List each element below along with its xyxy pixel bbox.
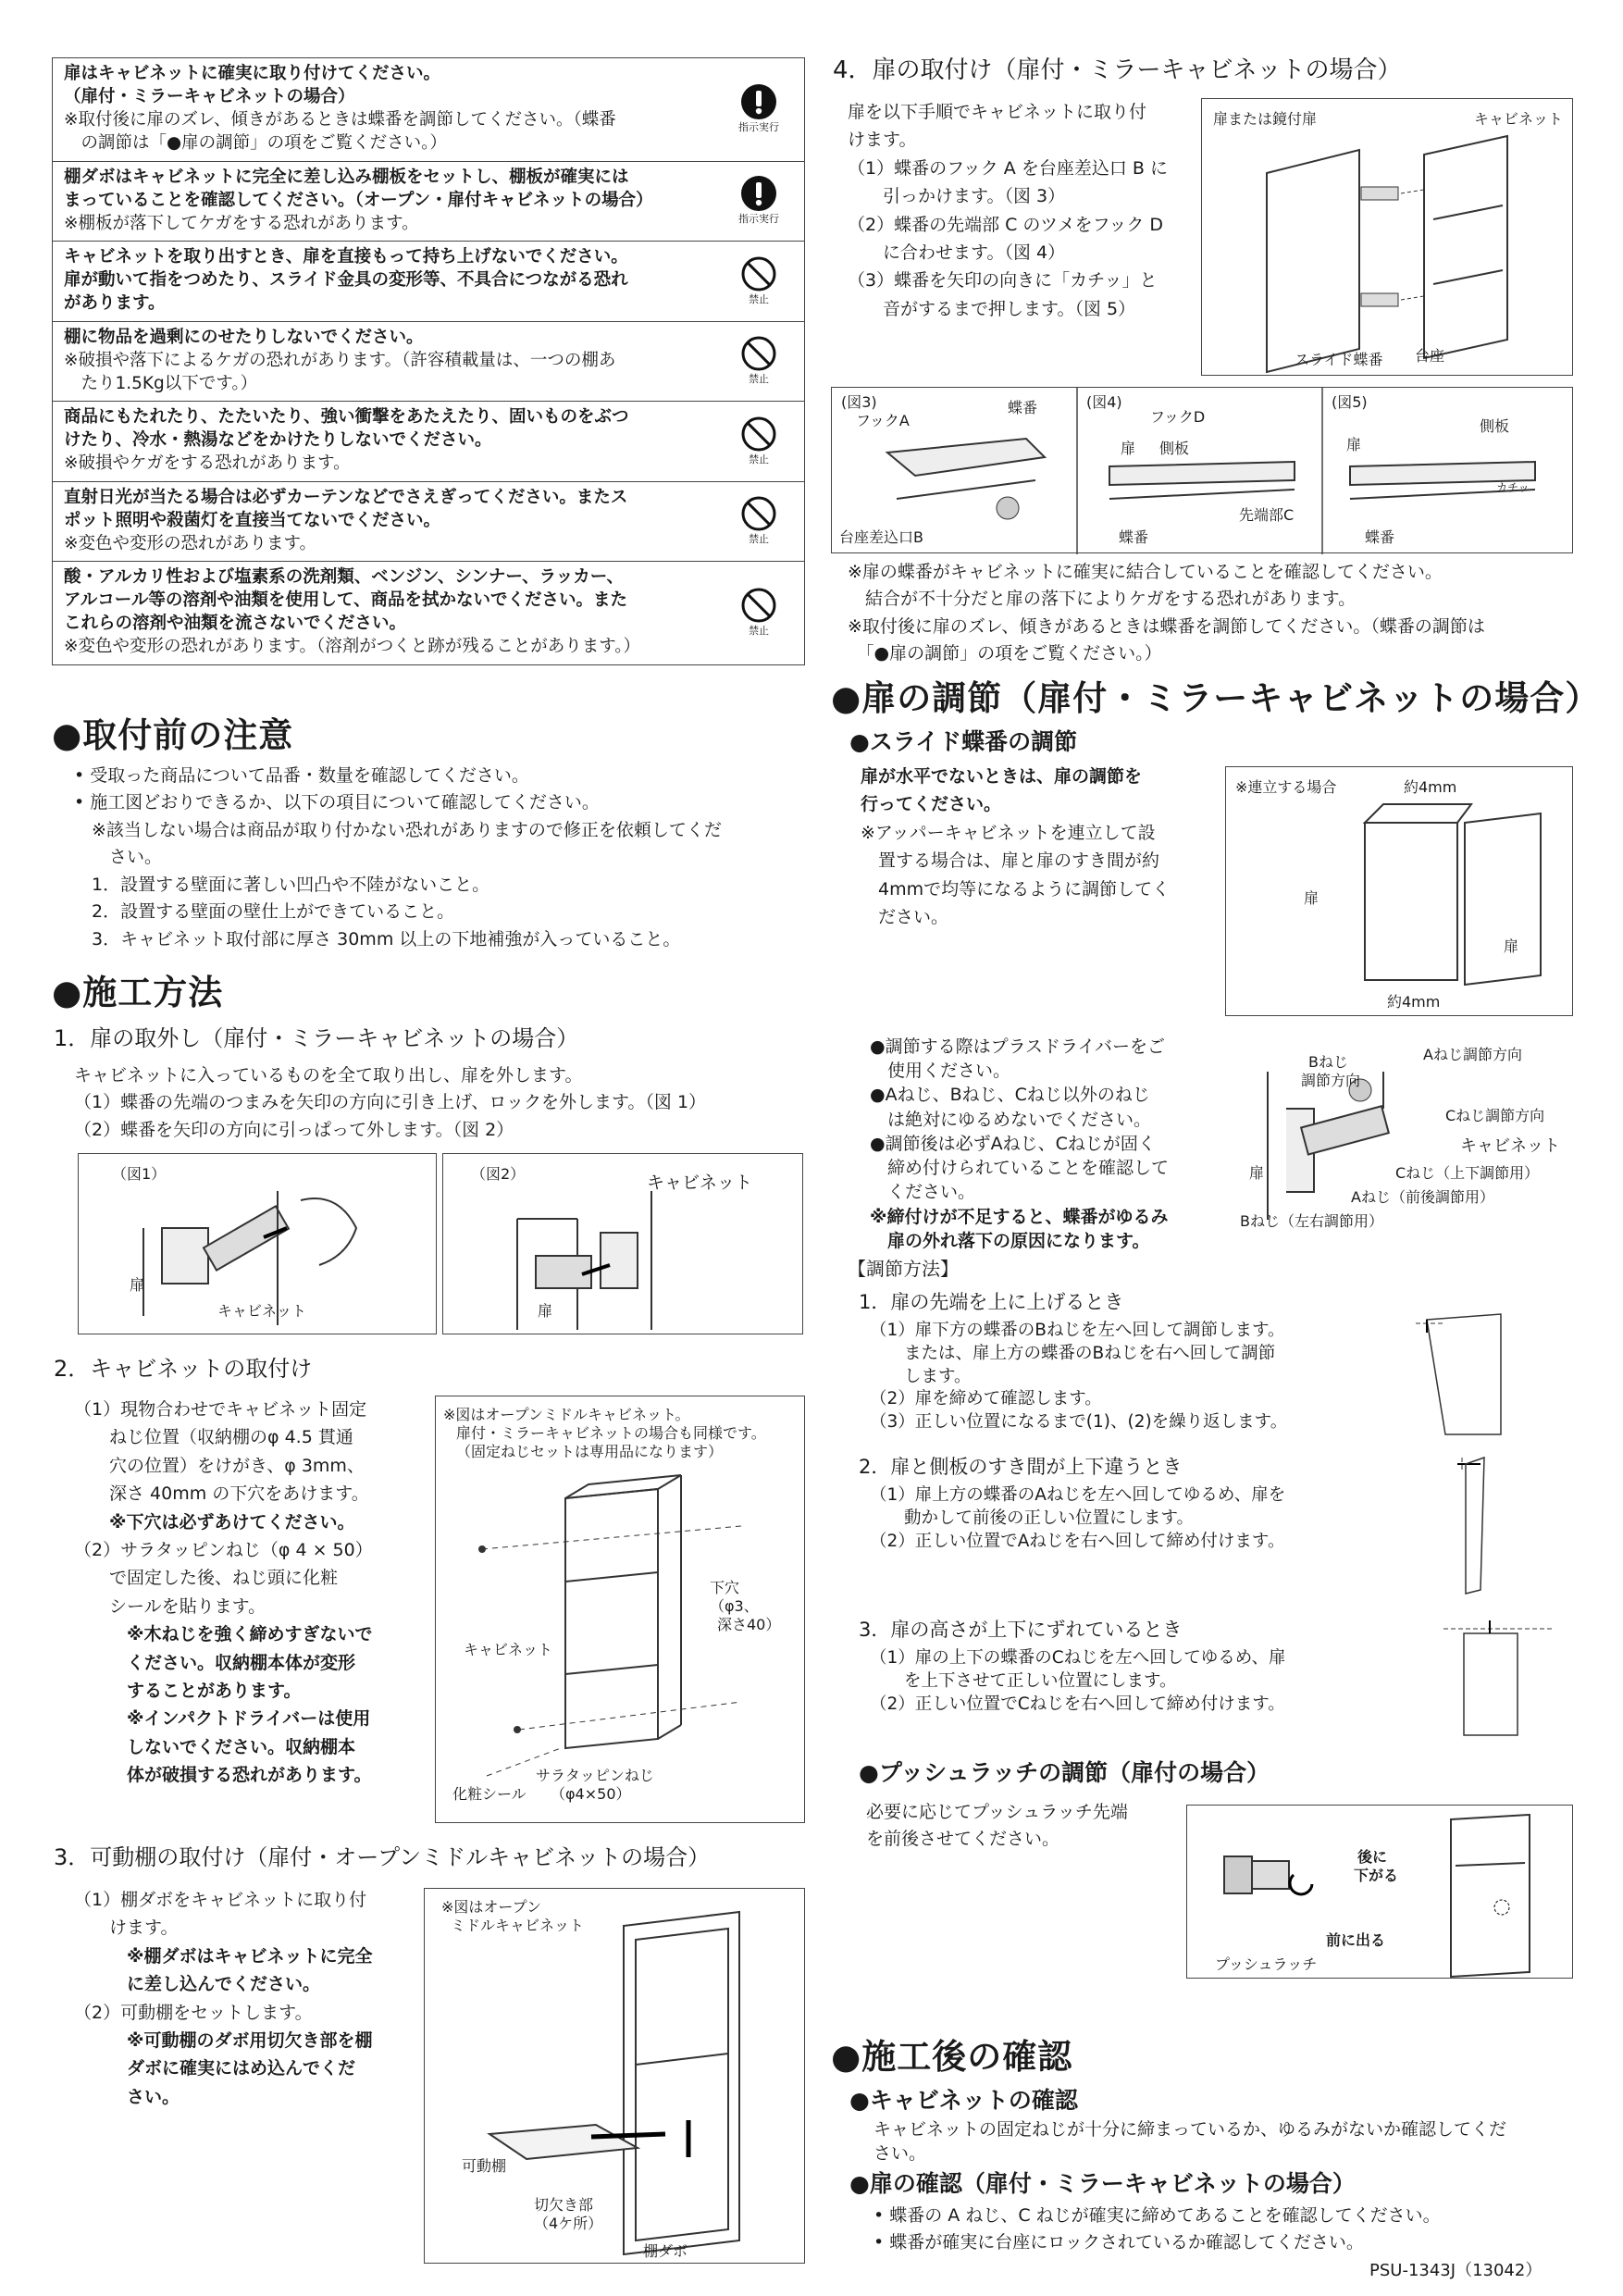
text-line: さい。 xyxy=(873,2143,927,2165)
fig-screws-aFB: Aねじ（前後調節用） xyxy=(1351,1188,1494,1206)
warning-line: 扉が動いて指をつめたり、スライド金具の変形等、不具合につながる恐れ xyxy=(64,270,628,291)
text-line: ねじ位置（収納棚のφ 4.5 貫通 xyxy=(74,1427,353,1448)
fig1-title: （図1） xyxy=(112,1165,167,1183)
warning-line: これらの溶剤や油類を流さないでください。 xyxy=(64,614,407,634)
text-line: ※アッパーキャビネットを連立して設 xyxy=(861,822,1156,843)
warning-row xyxy=(53,242,804,321)
figure-push-latch xyxy=(1186,1805,1573,1979)
icon-caption: 禁止 xyxy=(749,453,769,465)
text-line: 扉の外れ落下の原因になります。 xyxy=(870,1230,1150,1251)
text-line: キャビネットの固定ねじが十分に締まっているか、ゆるみがないか確認してくだ xyxy=(873,2119,1507,2140)
text-line: （1）蝶番のフック A を台座差込口 B に xyxy=(848,157,1168,179)
text-line: 必要に応じてプッシュラッチ先端 xyxy=(866,1802,1128,1822)
icon-caption: 禁止 xyxy=(749,292,769,305)
text-line: （2）可動棚をセットします。 xyxy=(74,2002,313,2023)
fig-door-hinge: スライド蝶番 xyxy=(1295,351,1383,368)
fig-cab-label: キャビネット xyxy=(464,1641,553,1658)
after-sub2: ●扉の確認（扉付・ミラーキャビネットの場合） xyxy=(849,2170,1356,2197)
warning-line: ※破損やケガをする恐れがあります。 xyxy=(64,453,351,474)
fig-screws-a: Aねじ調節方向 xyxy=(1423,1046,1522,1063)
text-line: （1）棚ダボをキャビネットに取り付 xyxy=(74,1890,367,1910)
section-title-after: ●施工後の確認 xyxy=(831,2037,1073,2077)
fig-shelf-notch1: 切欠き部 xyxy=(534,2196,594,2214)
text-line: 使用ください。 xyxy=(870,1061,1011,1082)
text-line: ※取付後に扉のズレ、傾きがあるときは蝶番を調節してください。（蝶番の調節は xyxy=(848,615,1485,637)
text-line: 締め付けられていることを確認して xyxy=(870,1158,1170,1179)
warning-line: 直射日光が当たる場合は必ずカーテンなどでさえぎってください。またス xyxy=(64,487,628,507)
warning-row xyxy=(53,402,804,481)
prohibited-icon xyxy=(726,335,791,387)
text-line: 体が破損する恐れがあります。 xyxy=(74,1765,372,1786)
warning-line: ※破損や落下によるケガの恐れがあります。（許容積載量は、一つの棚あ xyxy=(64,350,616,370)
text-line: • 受取った商品について品番・数量を確認してください。 xyxy=(74,765,529,786)
text-line: に合わせます。（図 4） xyxy=(848,242,1066,263)
fig-gap-door-right: 扉 xyxy=(1504,937,1519,955)
text-line: 扉が水平でないときは、扉の調節を xyxy=(861,766,1143,787)
warning-row xyxy=(53,58,804,162)
step3-text xyxy=(74,1886,426,2111)
fig-cab-screw2: （φ4×50） xyxy=(551,1785,631,1803)
text-line: シールを貼ります。 xyxy=(74,1595,266,1617)
text-line: ●Aねじ、Bねじ、Cねじ以外のねじ xyxy=(870,1085,1150,1106)
m1-title: 1．扉の先端を上に上げるとき xyxy=(859,1291,1124,1313)
fig-cab-seal: 化粧シール xyxy=(452,1785,527,1803)
fig3-title: (図3) xyxy=(841,393,877,411)
fig-screws-door: 扉 xyxy=(1249,1164,1265,1182)
figure-cabinet-mount xyxy=(435,1396,805,1823)
text-line: 動かして前後の正しい位置にします。 xyxy=(870,1508,1195,1528)
text-line: （2）サラタッピンねじ（φ 4 × 50） xyxy=(74,1539,373,1560)
fig4-hinge: 蝶番 xyxy=(1119,528,1149,546)
section-title-method: ●施工方法 xyxy=(52,973,224,1012)
fig-door-door: 扉または鏡付扉 xyxy=(1213,110,1318,128)
step2-title: 2．キャビネットの取付け xyxy=(54,1356,313,1382)
m1-text xyxy=(870,1320,1351,1434)
text-line: を上下させて正しい位置にします。 xyxy=(870,1670,1177,1691)
text-line: （2）正しい位置でCねじを右へ回して締め付けます。 xyxy=(870,1694,1285,1714)
warning-line: （扉付・ミラーキャビネットの場合） xyxy=(64,87,355,107)
figure-screws xyxy=(1240,1035,1573,1240)
m2-title: 2．扉と側板のすき間が上下違うとき xyxy=(859,1456,1183,1478)
warning-row xyxy=(53,562,804,664)
warning-line: ※棚板が落下してケガをする恐れがあります。 xyxy=(64,213,419,233)
text-line: • 蝶番が確実に台座にロックされているか確認してください。 xyxy=(873,2231,1364,2253)
fig3-baseB: 台座差込口B xyxy=(839,528,923,546)
step1-text xyxy=(74,1062,824,1144)
adjust-sub1: ●スライド蝶番の調節 xyxy=(849,728,1078,755)
text-line: （1）扉下方の蝶番のBねじを左へ回して調節します。 xyxy=(870,1321,1285,1340)
text-line: さい。 xyxy=(74,2086,180,2107)
fig4-title: (図4) xyxy=(1086,393,1122,411)
text-line: 扉を以下手順でキャビネットに取り付 xyxy=(848,102,1147,122)
warning-line: キャビネットを取り出すとき、扉を直接もって持ち上げないでください。 xyxy=(64,247,628,267)
text-line: （1）蝶番の先端のつまみを矢印の方向に引き上げ、ロックを外します。（図 1） xyxy=(74,1092,707,1113)
fig-screws-b2: 調節方向 xyxy=(1301,1072,1361,1089)
text-line: しないでください。収納棚本 xyxy=(74,1736,356,1757)
fig-gap-note: ※連立する場合 xyxy=(1235,778,1337,796)
text-line: ください。収納棚本体が変形 xyxy=(74,1652,356,1673)
warning-table xyxy=(52,57,805,665)
fig-screws-b1: Bねじ xyxy=(1308,1053,1348,1071)
text-line: （2）蝶番の先端部 C のツメをフック D xyxy=(848,214,1164,235)
icon-caption: 指示実行 xyxy=(738,121,779,134)
m3-text xyxy=(870,1647,1351,1716)
text-line: 深さ 40mm の下穴をあけます。 xyxy=(74,1483,369,1505)
text-line: 「●扉の調節」の項をご覧ください。） xyxy=(848,643,1162,664)
warning-line: ポット照明や殺菌灯を直接当てないでください。 xyxy=(64,510,441,530)
adjust-text2 xyxy=(870,1035,1214,1253)
text-line: ●調節する際はプラスドライバーをご xyxy=(870,1036,1166,1057)
fig-gap-top: 約4mm xyxy=(1404,778,1457,796)
text-line: 2．設置する壁面の壁仕上ができていること。 xyxy=(74,901,455,923)
door-adjust-diagrams xyxy=(1388,1296,1573,1740)
text-line: ※扉の蝶番がキャビネットに確実に結合していることを確認してください。 xyxy=(848,562,1443,582)
section-title-adjust: ●扉の調節（扉付・ミラーキャビネットの場合） xyxy=(831,678,1601,718)
fig-gap-door-left: 扉 xyxy=(1304,889,1319,907)
section-title-pre: ●取付前の注意 xyxy=(52,715,294,755)
fig3-hookA: フックA xyxy=(856,412,910,429)
fig-screws-cab: キャビネット xyxy=(1460,1136,1560,1156)
fig4-tipC: 先端部C xyxy=(1239,506,1295,524)
text-line: ●調節後は必ずAねじ、Cねじが固く xyxy=(870,1133,1156,1154)
text-line: （3）正しい位置になるまで(1)、(2)を繰り返します。 xyxy=(870,1412,1288,1433)
step3-title: 3．可動棚の取付け（扉付・オープンミドルキャビネットの場合） xyxy=(54,1844,711,1870)
fig2-door-label: 扉 xyxy=(538,1302,553,1320)
text-line: ください。 xyxy=(870,1182,976,1203)
text-line: （2）蝶番を矢印の方向に引っぱって外します。（図 2） xyxy=(74,1119,514,1140)
warning-row xyxy=(53,322,804,402)
fig5-title: (図5) xyxy=(1332,393,1368,411)
figure-1 xyxy=(78,1153,437,1334)
text-line: ※木ねじを強く締めすぎないで xyxy=(74,1624,373,1645)
fig-gap-drawing xyxy=(1226,767,1574,1017)
pre-notes xyxy=(74,763,814,953)
text-line: ※締付けが不足すると、蝶番がゆるみ xyxy=(870,1206,1169,1227)
figure-gap xyxy=(1225,766,1573,1016)
prohibited-icon xyxy=(726,495,791,547)
text-line: または、扉上方の蝶番のBねじを右へ回して調節 xyxy=(870,1343,1276,1363)
fig-screws-c: Cねじ調節方向 xyxy=(1445,1107,1545,1124)
icon-caption: 禁止 xyxy=(749,625,769,638)
text-line: （1）現物合わせでキャビネット固定 xyxy=(74,1399,367,1420)
fig-cab-screw1: サラタッピンねじ xyxy=(536,1767,654,1784)
mandatory-action-icon xyxy=(726,83,791,135)
prohibited-icon xyxy=(726,255,791,307)
fig5-side: 側板 xyxy=(1480,417,1510,435)
text-line: （2）正しい位置でAねじを右へ回して締め付けます。 xyxy=(870,1531,1285,1551)
text-line: ※棚ダボはキャビネットに完全 xyxy=(74,1945,373,1967)
warning-line: の調節は「●扉の調節」の項をご覧ください。） xyxy=(64,133,447,154)
fig-cab-note3: （固定ねじセットは専用品になります） xyxy=(456,1443,724,1460)
warning-line: があります。 xyxy=(64,293,166,314)
step2-text xyxy=(74,1396,426,1789)
warning-line: 扉はキャビネットに確実に取り付けてください。 xyxy=(64,64,441,83)
after-text2 xyxy=(873,2203,1586,2255)
text-line: します。 xyxy=(870,1366,972,1386)
text-line: （3）蝶番を矢印の向きに「カチッ」と xyxy=(848,270,1158,292)
warning-line: ※変色や変形の恐れがあります。（溶剤がつくと跡が残ることがあります。） xyxy=(64,637,641,657)
text-line: ださい。 xyxy=(861,906,949,927)
fig-door-base: 台座 xyxy=(1415,347,1445,365)
fig-door-cab: キャビネット xyxy=(1474,110,1564,128)
fig-cab-hole3: 深さ40） xyxy=(717,1616,781,1633)
text-line: 結合が不十分だと扉の落下によりケガをする恐れがあります。 xyxy=(848,589,1357,610)
fig-shelf-dowel: 棚ダボ xyxy=(643,2242,688,2260)
fig-shelf-drawing xyxy=(425,1889,806,2265)
push-back1: 後に xyxy=(1357,1848,1388,1866)
fig-screws-cUD: Cねじ（上下調節用） xyxy=(1395,1164,1540,1182)
text-line: に差し込んでください。 xyxy=(74,1974,321,1995)
warning-line: アルコール等の溶剤や油類を使用して、商品を拭かないでください。また xyxy=(64,590,628,611)
fig-cab-hole2: （φ3、 xyxy=(710,1597,759,1615)
warning-row xyxy=(53,162,804,242)
text-line: を前後させてください。 xyxy=(866,1829,1060,1850)
text-line: 4mmで均等になるように調節してく xyxy=(861,878,1171,900)
warning-line: ※取付後に扉のズレ、傾きがあるときは蝶番を調節してください。（蝶番 xyxy=(64,110,616,130)
figure-3-4-5 xyxy=(831,387,1573,553)
text-line: ※該当しない場合は商品が取り付かない恐れがありますので修正を依頼してくだ xyxy=(74,819,722,840)
text-line: は絶対にゆるめないでください。 xyxy=(870,1109,1152,1130)
push-latch-label: プッシュラッチ xyxy=(1215,1955,1318,1973)
prohibited-icon xyxy=(726,587,791,639)
figure-door-mount xyxy=(1201,98,1573,376)
text-line: （2）扉を締めて確認します。 xyxy=(870,1389,1102,1409)
fig-door-drawing xyxy=(1202,99,1574,377)
text-line: • 施工図どおりできるか、以下の項目について確認してください。 xyxy=(74,792,600,813)
document-code: PSU-1343J（13042） xyxy=(1369,2261,1542,2280)
fig2-title: （図2） xyxy=(471,1165,526,1183)
text-line: 3．キャビネット取付部に厚さ 30mm 以上の下地補強が入っていること。 xyxy=(74,928,681,949)
fig-shelf-note1: ※図はオープン xyxy=(441,1898,541,1916)
fig-shelf-notch2: （4ケ所） xyxy=(534,2215,603,2232)
warning-row xyxy=(53,482,804,562)
fig-cab-note1: ※図はオープンミドルキャビネット。 xyxy=(443,1406,690,1423)
text-line: ※可動棚のダボ用切欠き部を棚 xyxy=(74,2029,373,2051)
text-line: することがあります。 xyxy=(74,1680,302,1701)
m2-text xyxy=(870,1484,1351,1553)
fig5-hinge: 蝶番 xyxy=(1365,528,1395,546)
fig-shelf-label: 可動棚 xyxy=(462,2157,507,2175)
fig-screws-bLR: Bねじ（左右調節用） xyxy=(1240,1212,1383,1230)
text-line: • 蝶番の A ねじ、C ねじが確実に締めてあることを確認してください。 xyxy=(873,2205,1441,2226)
warning-line: 棚ダボはキャビネットに完全に差し込み棚板をセットし、棚板が確実には xyxy=(64,167,629,187)
mandatory-action-icon xyxy=(726,175,791,227)
text-line: 1．設置する壁面に著しい凹凸や不陸がないこと。 xyxy=(74,874,490,895)
figure-shelf xyxy=(424,1888,805,2264)
icon-caption: 禁止 xyxy=(749,373,769,386)
fig-cab-note2: 扉付・ミラーキャビネットの場合も同様です。 xyxy=(456,1424,766,1442)
fig-cab-hole1: 下穴 xyxy=(710,1579,740,1596)
step4-notes xyxy=(848,559,1579,668)
text-line: （1）扉上方の蝶番のAねじを左へ回してゆるめ、扉を xyxy=(870,1485,1286,1505)
text-line: キャビネットに入っているものを全て取り出し、扉を外します。 xyxy=(74,1065,583,1086)
push-front: 前に出る xyxy=(1326,1931,1386,1949)
step4-title: 4．扉の取付け（扉付・ミラーキャビネットの場合） xyxy=(833,56,1402,84)
text-line: ※下穴は必ずあけてください。 xyxy=(74,1511,355,1533)
warning-line: 酸・アルカリ性および塩素系の洗剤類、ベンジン、シンナー、ラッカー、 xyxy=(64,566,625,587)
fig-gap-bottom: 約4mm xyxy=(1387,993,1441,1011)
text-line: ※インパクトドライバーは使用 xyxy=(74,1708,371,1730)
m3-title: 3．扉の高さが上下にずれているとき xyxy=(859,1619,1183,1641)
text-line: （1）扉の上下の蝶番のCねじを左へ回してゆるめ、扉 xyxy=(870,1648,1286,1668)
warning-line: まっていることを確認してください。（オープン・扉付キャビネットの場合） xyxy=(64,190,653,210)
adjust-method-title: 【調節方法】 xyxy=(848,1258,959,1280)
warning-line: ※変色や変形の恐れがあります。 xyxy=(64,533,317,553)
warning-line: 棚に物品を過剰にのせたりしないでください。 xyxy=(64,327,424,347)
fig4-side: 側板 xyxy=(1159,440,1190,457)
step1-title: 1．扉の取外し（扉付・ミラーキャビネットの場合） xyxy=(54,1025,579,1051)
warning-line: 商品にもたれたり、たたいたり、強い衝撃をあたえたり、固いものをぶつ xyxy=(64,407,629,428)
text-line: けます。 xyxy=(74,1917,179,1939)
prohibited-icon xyxy=(726,416,791,467)
text-line: 穴の位置）をけがき、φ 3mm、 xyxy=(74,1455,365,1476)
figure-2 xyxy=(442,1153,803,1334)
warning-line: けたり、冷水・熱湯などをかけたりしないでください。 xyxy=(64,430,492,451)
fig5-door: 扉 xyxy=(1346,436,1362,453)
after-sub1: ●キャビネットの確認 xyxy=(849,2087,1078,2114)
fig1-cab-label: キャビネット xyxy=(217,1302,307,1320)
text-line: ダボに確実にはめ込んでくだ xyxy=(74,2058,356,2079)
fig2-cab-label: キャビネット xyxy=(647,1173,753,1193)
text-line: 行ってください。 xyxy=(861,794,1002,815)
text-line: 音がするまで押します。（図 5） xyxy=(848,298,1136,319)
push-back2: 下がる xyxy=(1354,1867,1399,1884)
text-line: 引っかけます。（図 3） xyxy=(848,186,1066,207)
icon-caption: 禁止 xyxy=(749,533,769,546)
fig4-hookD: フックD xyxy=(1150,408,1206,426)
fig3-hinge: 蝶番 xyxy=(1008,399,1038,416)
fig-shelf-note2: ミドルキャビネット xyxy=(451,1917,585,1934)
push-text xyxy=(866,1799,1171,1854)
step4-text xyxy=(848,98,1208,323)
icon-caption: 指示実行 xyxy=(738,213,779,226)
push-title: ●プッシュラッチの調節（扉付の場合） xyxy=(859,1759,1270,1786)
adjust-text1 xyxy=(861,763,1212,931)
fig4-door: 扉 xyxy=(1121,440,1136,457)
text-line: で固定した後、ねじ頭に化粧 xyxy=(74,1568,339,1589)
warning-line: たり1.5Kg以下です。） xyxy=(64,373,258,393)
text-line: さい。 xyxy=(74,847,163,868)
after-text1 xyxy=(873,2117,1586,2166)
fig5-click: カチッ xyxy=(1496,481,1530,494)
text-line: 置する場合は、扉と扉のすき間が約 xyxy=(861,850,1160,872)
text-line: けます。 xyxy=(848,130,917,151)
fig1-door-label: 扉 xyxy=(130,1276,145,1294)
